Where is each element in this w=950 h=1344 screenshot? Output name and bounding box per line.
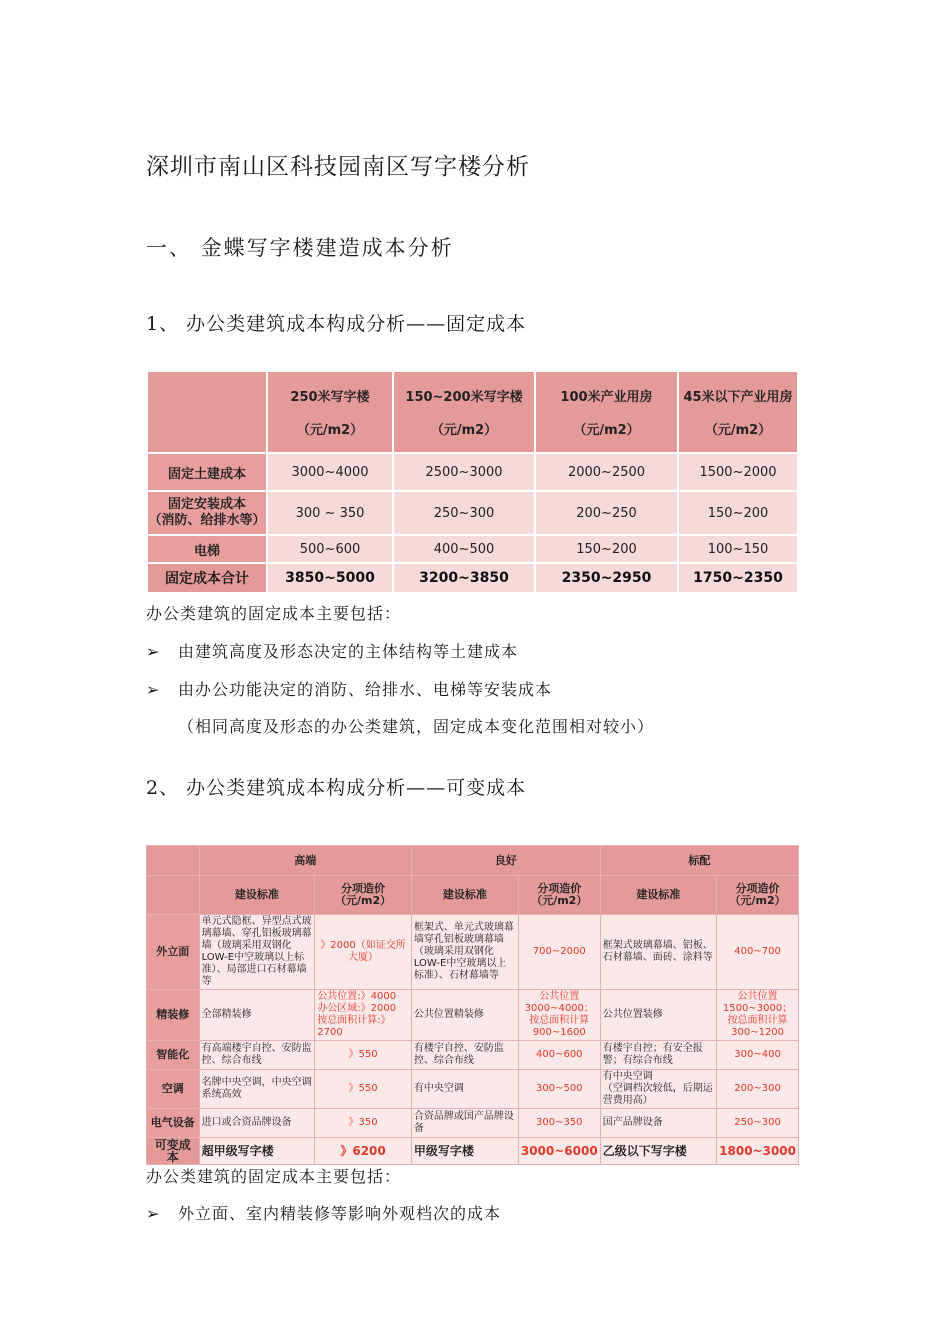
bullet-item: ➢ 由办公功能决定的消防、给排水、电梯等安装成本 <box>146 680 553 699</box>
variable-cost-table <box>146 845 799 1165</box>
table-row <box>147 491 798 535</box>
row-label: 可变成本 <box>147 1138 200 1165</box>
table-cell: 有高端楼宇自控、安防监控、综合布线 <box>199 1041 315 1070</box>
table-corner-cell <box>147 371 267 453</box>
total-cell: 3850~5000 <box>267 563 393 593</box>
row-label: 电梯 <box>147 535 267 563</box>
bullet-item: ➢ 由建筑高度及形态决定的主体结构等土建成本 <box>146 642 519 661</box>
bullet-item: ➢ 外立面、室内精装修等影响外观档次的成本 <box>146 1204 502 1223</box>
table-cell: 200~300 <box>717 1070 799 1109</box>
total-cell: 1800~3000 <box>717 1138 799 1165</box>
table-cell: 有中央空调 （空调档次较低，后期运营费用高） <box>600 1070 716 1109</box>
table-cell: 合资品牌或国产品牌设备 <box>411 1109 518 1138</box>
table-cell: 》2000（如证交所大厦） <box>315 915 412 990</box>
table-cell: 有楼宇自控、安防监控、综合布线 <box>411 1041 518 1070</box>
arrow-bullet-icon: ➢ <box>146 642 161 661</box>
note: （相同高度及形态的办公类建筑，固定成本变化范围相对较小） <box>178 717 655 736</box>
table-cell: 名牌中央空调，中央空调系统高效 <box>199 1070 315 1109</box>
table-cell: 进口或合资品牌设备 <box>199 1109 315 1138</box>
group-header: 良好 <box>411 846 600 876</box>
table-cell: 400~700 <box>717 915 799 990</box>
table-cell: 框架式玻璃幕墙、铝板、石材幕墙、面砖、涂料等 <box>600 915 716 990</box>
table-cell: 全部精装修 <box>199 990 315 1041</box>
row-label: 固定安装成本 （消防、给排水等） <box>147 491 267 535</box>
row-label: 外立面 <box>147 915 200 990</box>
row-label: 空调 <box>147 1070 200 1109</box>
row-label: 精装修 <box>147 990 200 1041</box>
table-cell: 框架式、单元式玻璃幕墙穿孔铝板玻璃幕墙（玻璃采用双钢化LOW-E中空玻璃以上标准）、石材幕墙等 <box>411 915 518 990</box>
table-cell: 公共位置精装修 <box>411 990 518 1041</box>
total-cell: 》6200 <box>315 1138 412 1165</box>
table-corner-cell <box>147 876 200 915</box>
column-header: 建设标准 <box>199 876 315 915</box>
table-row <box>147 453 798 491</box>
total-cell: 2350~2950 <box>535 563 678 593</box>
table-cell: 150~200 <box>678 491 798 535</box>
table-cell: 100~150 <box>678 535 798 563</box>
total-row <box>147 563 798 593</box>
column-header: 建设标准 <box>600 876 716 915</box>
table-cell: 700~2000 <box>518 915 600 990</box>
column-header: 分项造价 （元/m2） <box>518 876 600 915</box>
table-row <box>147 990 799 1041</box>
column-header: 45米以下产业用房 （元/m2） <box>678 371 798 453</box>
total-cell: 1750~2350 <box>678 563 798 593</box>
table-cell: 公共位置 3000~4000； 按总面积计算 900~1600 <box>518 990 600 1041</box>
group-header: 标配 <box>600 846 798 876</box>
table-cell: 300~350 <box>518 1109 600 1138</box>
table-cell: 300 ~ 350 <box>267 491 393 535</box>
paragraph: 办公类建筑的固定成本主要包括： <box>146 1167 402 1186</box>
column-header: 分项造价 （元/m2） <box>315 876 412 915</box>
table-cell: 500~600 <box>267 535 393 563</box>
group-header: 高端 <box>199 846 411 876</box>
table-row <box>147 1070 799 1109</box>
table-cell: 400~600 <box>518 1041 600 1070</box>
total-cell: 乙级以下写字楼 <box>600 1138 716 1165</box>
table-cell: 200~250 <box>535 491 678 535</box>
subsection-heading-fixed-cost: 1、 办公类建筑成本构成分析——固定成本 <box>146 313 527 335</box>
table-cell: 400~500 <box>393 535 535 563</box>
arrow-bullet-icon: ➢ <box>146 1204 161 1223</box>
arrow-bullet-icon: ➢ <box>146 680 161 699</box>
section-heading: 一、 金蝶写字楼建造成本分析 <box>146 236 454 260</box>
fixed-cost-table <box>146 370 799 594</box>
table-row <box>147 535 798 563</box>
table-cell: 国产品牌设备 <box>600 1109 716 1138</box>
total-cell: 3000~6000 <box>518 1138 600 1165</box>
table-row <box>147 1109 799 1138</box>
table-cell: 250~300 <box>717 1109 799 1138</box>
table-corner-cell <box>147 846 200 876</box>
table-cell: 3000~4000 <box>267 453 393 491</box>
table-cell: 300~500 <box>518 1070 600 1109</box>
table-cell: 》550 <box>315 1041 412 1070</box>
table-cell: 公共位置 1500~3000； 按总面积计算 300~1200 <box>717 990 799 1041</box>
table-cell: 250~300 <box>393 491 535 535</box>
table-cell: 公共位置:》4000 办公区域:》2000 按总面积计算:》2700 <box>315 990 412 1041</box>
table-cell: 公共位置装修 <box>600 990 716 1041</box>
row-label: 电气设备 <box>147 1109 200 1138</box>
table-cell: 150~200 <box>535 535 678 563</box>
table-cell: 》350 <box>315 1109 412 1138</box>
table-cell: 300~400 <box>717 1041 799 1070</box>
paragraph: 办公类建筑的固定成本主要包括： <box>146 604 402 623</box>
table-row <box>147 915 799 990</box>
table-cell: 有楼宇自控；有安全报警；有综合布线 <box>600 1041 716 1070</box>
table-row <box>147 1041 799 1070</box>
column-header: 250米写字楼 （元/m2） <box>267 371 393 453</box>
total-cell: 甲级写字楼 <box>411 1138 518 1165</box>
row-label: 固定土建成本 <box>147 453 267 491</box>
column-header: 150~200米写字楼 （元/m2） <box>393 371 535 453</box>
table-cell: 1500~2000 <box>678 453 798 491</box>
column-header: 100米产业用房 （元/m2） <box>535 371 678 453</box>
column-header: 建设标准 <box>411 876 518 915</box>
total-cell: 超甲级写字楼 <box>199 1138 315 1165</box>
row-label: 智能化 <box>147 1041 200 1070</box>
table-cell: 》550 <box>315 1070 412 1109</box>
total-cell: 3200~3850 <box>393 563 535 593</box>
row-label: 固定成本合计 <box>147 563 267 593</box>
table-cell: 单元式隐框、异型点式玻璃幕墙、穿孔铝板玻璃幕墙（玻璃采用双钢化LOW-E中空玻璃以上标准）、局部进口石材幕墙等 <box>199 915 315 990</box>
subsection-heading-variable-cost: 2、 办公类建筑成本构成分析——可变成本 <box>146 777 527 799</box>
total-row <box>147 1138 799 1165</box>
table-cell: 2000~2500 <box>535 453 678 491</box>
page-title: 深圳市南山区科技园南区写字楼分析 <box>146 154 530 180</box>
column-header: 分项造价 （元/m2） <box>717 876 799 915</box>
table-cell: 有中央空调 <box>411 1070 518 1109</box>
table-cell: 2500~3000 <box>393 453 535 491</box>
